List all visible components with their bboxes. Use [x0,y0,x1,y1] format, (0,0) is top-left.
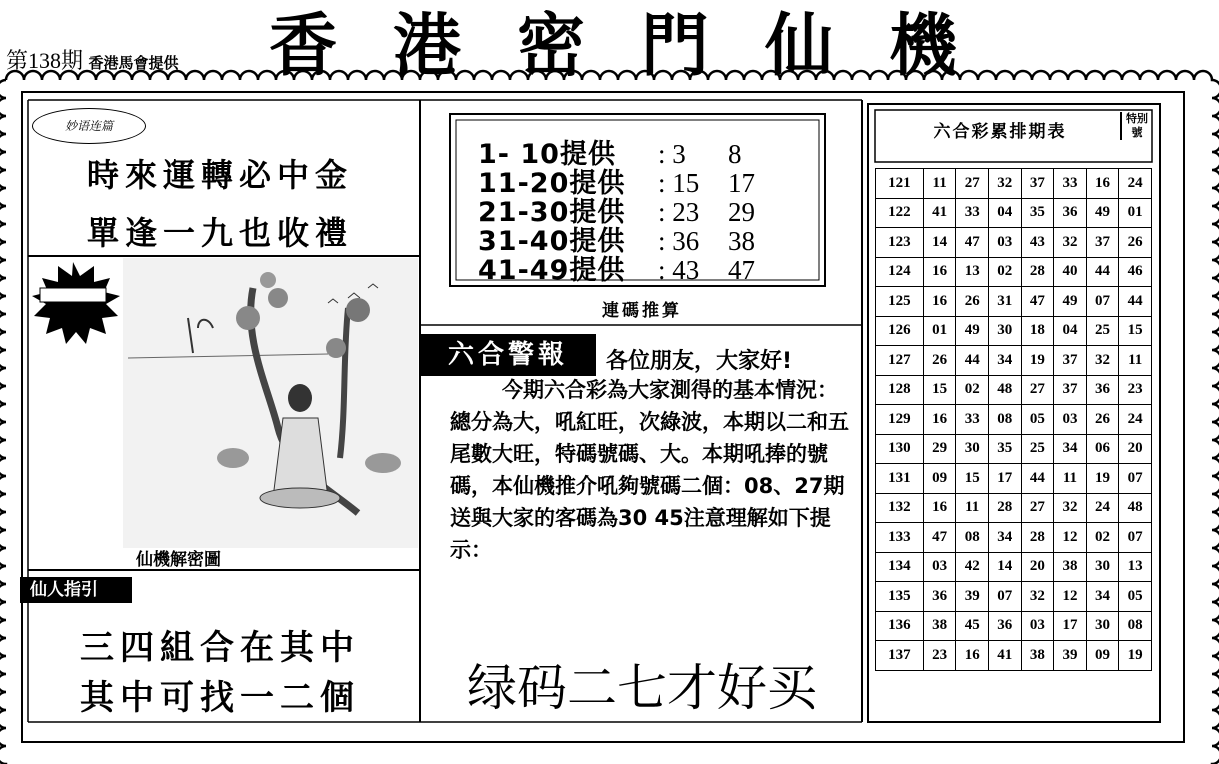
number-cell: 02 [1086,523,1119,553]
period-cell: 135 [876,582,924,612]
number-cell: 36 [989,611,1022,641]
period-cell: 132 [876,493,924,523]
number-cell: 15 [1119,316,1152,346]
number-cell: 08 [956,523,989,553]
number-cell: 30 [1086,611,1119,641]
history-row [876,434,1152,464]
period-cell: 133 [876,523,924,553]
number-cell: 34 [1054,434,1087,464]
number-cell: 48 [1119,493,1152,523]
number-cell: 41 [989,641,1022,671]
history-row [876,198,1152,228]
number-cell: 34 [989,523,1022,553]
number-cell: 17 [989,464,1022,494]
history-row [876,582,1152,612]
number-cell: 47 [956,228,989,258]
number-cell: 03 [989,228,1022,258]
number-cell: 32 [1054,228,1087,258]
number-cell: 47 [923,523,956,553]
number-cell: 19 [1086,464,1119,494]
number-cell: 33 [956,198,989,228]
number-cell: 35 [1021,198,1054,228]
number-cell: 03 [1054,405,1087,435]
guide-line-1: 三四組合在其中 [80,628,360,668]
alert-body: 今期六合彩為大家測得的基本情況：總分為大，吼紅旺，次綠波，本期以二和五尾數大旺，特碼號碼、大。本期吼捧的號碼，本仙機推介吼夠號碼二個：08、27期送與大家的客碼為30 45注意理解如下提示： [450,378,849,562]
prediction-row: 11-20提供 : 15 17 [478,168,755,199]
number-cell: 49 [1054,287,1087,317]
history-row [876,641,1152,671]
number-cell: 20 [1021,552,1054,582]
number-cell: 31 [989,287,1022,317]
number-cell: 15 [956,464,989,494]
number-cell: 44 [956,346,989,376]
number-cell: 24 [1086,493,1119,523]
period-cell: 136 [876,611,924,641]
number-cell: 37 [1054,375,1087,405]
number-cell: 17 [1054,611,1087,641]
poem-line-1: 時來運轉必中金 [86,156,353,194]
issue-number: 第138期 香港馬會提供 [6,48,179,73]
number-cell: 37 [1021,169,1054,199]
number-cell: 06 [1086,434,1119,464]
number-cell: 42 [956,552,989,582]
number-cell: 11 [923,169,956,199]
number-cell: 07 [1086,287,1119,317]
number-cell: 36 [1054,198,1087,228]
number-cell: 39 [956,582,989,612]
number-cell: 44 [1021,464,1054,494]
number-cell: 36 [1086,375,1119,405]
number-cell: 16 [956,641,989,671]
provider-text: 香港馬會提供 [88,54,179,72]
history-row [876,405,1152,435]
history-row [876,316,1152,346]
number-cell: 37 [1086,228,1119,258]
number-cell: 07 [989,582,1022,612]
number-cell: 11 [956,493,989,523]
number-cell: 46 [1119,257,1152,287]
number-cell: 37 [1054,346,1087,376]
guide-label: 仙人指引 [20,577,132,603]
alert-label: 六合警報 [420,334,596,376]
number-cell: 26 [1086,405,1119,435]
period-cell: 122 [876,198,924,228]
number-cell: 34 [1086,582,1119,612]
number-cell: 25 [1021,434,1054,464]
number-cell: 18 [1021,316,1054,346]
prediction-row: 31-40提供 : 36 38 [478,226,755,257]
title-char: 仙 [764,6,833,86]
picture-caption: 仙機解密圖 [136,550,221,570]
special-number-tag: 特别號 [1120,112,1150,140]
history-title: 六合彩累排期表 [933,122,1067,142]
number-cell: 48 [989,375,1022,405]
number-cell: 44 [1119,287,1152,317]
history-row [876,552,1152,582]
number-cell: 25 [1086,316,1119,346]
period-cell: 137 [876,641,924,671]
number-cell: 02 [956,375,989,405]
number-cell: 12 [1054,523,1087,553]
number-cell: 05 [1021,405,1054,435]
period-cell: 123 [876,228,924,258]
number-cell: 45 [956,611,989,641]
period-cell: 131 [876,464,924,494]
number-cell: 20 [1119,434,1152,464]
number-cell: 49 [1086,198,1119,228]
number-cell: 27 [1021,375,1054,405]
number-cell: 16 [923,287,956,317]
number-cell: 40 [1054,257,1087,287]
number-cell: 16 [923,405,956,435]
title-char: 香 [268,6,337,86]
number-cell: 28 [989,493,1022,523]
number-cell: 43 [1021,228,1054,258]
number-cell: 29 [923,434,956,464]
number-cell: 13 [1119,552,1152,582]
title-char: 門 [640,6,709,86]
period-cell: 127 [876,346,924,376]
prediction-row: 1- 10提供 : 3 8 [478,139,742,170]
number-cell: 13 [956,257,989,287]
number-cell: 44 [1086,257,1119,287]
number-cell: 32 [1086,346,1119,376]
number-cell: 26 [923,346,956,376]
poem-tag: 妙语连篇 [32,108,146,144]
history-row [876,228,1152,258]
number-cell: 47 [1021,287,1054,317]
number-cell: 30 [956,434,989,464]
history-row [876,257,1152,287]
number-cell: 16 [923,257,956,287]
number-cell: 04 [989,198,1022,228]
number-cell: 11 [1119,346,1152,376]
number-cell: 24 [1119,405,1152,435]
number-cell: 07 [1119,523,1152,553]
prediction-row: 41-49提供 : 43 47 [478,255,755,286]
number-cell: 07 [1119,464,1152,494]
guide-line-2: 其中可找一二個 [80,678,360,718]
period-cell: 130 [876,434,924,464]
number-cell: 26 [1119,228,1152,258]
number-cell: 11 [1054,464,1087,494]
poem-line-2: 單逢一九也收禮 [86,214,353,252]
number-cell: 33 [956,405,989,435]
number-cell: 14 [923,228,956,258]
title-char: 港 [392,6,461,86]
period-cell: 124 [876,257,924,287]
number-cell: 15 [923,375,956,405]
number-cell: 30 [1086,552,1119,582]
number-cell: 38 [1021,641,1054,671]
number-cell: 33 [1054,169,1087,199]
prediction-row: 21-30提供 : 23 29 [478,197,755,228]
title-char: 機 [888,6,957,86]
number-cell: 28 [1021,257,1054,287]
number-cell: 19 [1119,641,1152,671]
history-row [876,464,1152,494]
number-cell: 35 [989,434,1022,464]
number-cell: 32 [989,169,1022,199]
period-cell: 134 [876,552,924,582]
number-cell: 24 [1119,169,1152,199]
number-cell: 08 [989,405,1022,435]
page-title [248,0,978,86]
number-cell: 19 [1021,346,1054,376]
history-row [876,346,1152,376]
number-cell: 36 [923,582,956,612]
period-cell: 125 [876,287,924,317]
green-number-hint: 绿码二七才好买 [467,659,817,717]
starburst-icon [32,262,120,344]
number-cell: 28 [1021,523,1054,553]
history-row [876,523,1152,553]
number-cell: 08 [1119,611,1152,641]
alert-greeting: 各位朋友，大家好! [606,349,793,374]
number-cell: 16 [923,493,956,523]
history-row [876,287,1152,317]
number-cell: 09 [1086,641,1119,671]
number-cell: 49 [956,316,989,346]
number-cell: 26 [956,287,989,317]
number-cell: 34 [989,346,1022,376]
history-row [876,169,1152,199]
number-cell: 41 [923,198,956,228]
history-row [876,375,1152,405]
fairy-illustration [28,258,418,568]
number-cell: 03 [923,552,956,582]
number-cell: 27 [956,169,989,199]
number-cell: 32 [1054,493,1087,523]
number-cell: 38 [923,611,956,641]
number-cell: 23 [1119,375,1152,405]
number-cell: 16 [1086,169,1119,199]
number-cell: 04 [1054,316,1087,346]
number-cell: 39 [1054,641,1087,671]
number-cell: 32 [1021,582,1054,612]
title-char: 密 [516,6,585,86]
period-cell: 121 [876,169,924,199]
period-cell: 128 [876,375,924,405]
number-cell: 14 [989,552,1022,582]
number-cell: 38 [1054,552,1087,582]
prediction-title: 連碼推算 [602,301,682,321]
number-cell: 12 [1054,582,1087,612]
number-cell: 01 [923,316,956,346]
number-cell: 02 [989,257,1022,287]
number-cell: 01 [1119,198,1152,228]
number-cell: 09 [923,464,956,494]
number-cell: 27 [1021,493,1054,523]
period-cell: 129 [876,405,924,435]
number-cell: 05 [1119,582,1152,612]
history-table [875,168,1152,671]
number-cell: 23 [923,641,956,671]
history-row [876,611,1152,641]
number-cell: 03 [1021,611,1054,641]
number-cell: 30 [989,316,1022,346]
period-cell: 126 [876,316,924,346]
history-row [876,493,1152,523]
